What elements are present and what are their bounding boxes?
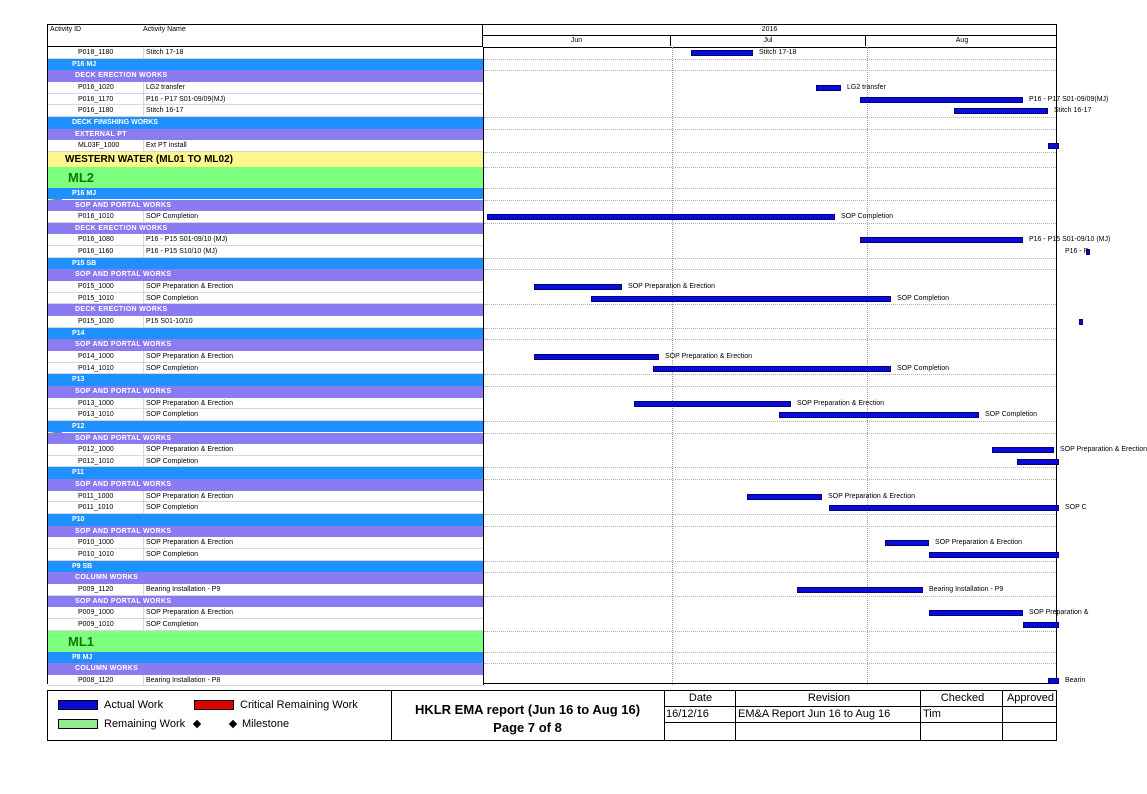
wbs-band-row[interactable] (48, 421, 483, 433)
activity-row[interactable] (48, 456, 483, 468)
gantt-bar[interactable] (885, 540, 929, 546)
gantt-bar[interactable] (829, 505, 1059, 511)
activity-name: SOP Preparation & Erection (143, 607, 233, 618)
activity-row[interactable] (48, 211, 483, 223)
activity-row[interactable] (48, 398, 483, 410)
wbs-band-row[interactable] (48, 152, 483, 167)
wbs-label: P15 SB (72, 259, 97, 267)
activity-name: SOP Completion (143, 549, 198, 560)
activity-id: P010_1010 (78, 551, 114, 558)
wbs-band-row[interactable] (48, 596, 483, 608)
wbs-gridline (484, 152, 1056, 153)
revision-table (664, 691, 1056, 740)
wbs-band-row[interactable] (48, 258, 483, 270)
wbs-label: P11 (72, 469, 85, 477)
activity-row[interactable] (48, 234, 483, 246)
wbs-band-row[interactable] (48, 223, 483, 235)
wbs-label: SOP AND PORTAL WORKS (75, 271, 172, 279)
gantt-bar[interactable] (1017, 459, 1059, 465)
activity-name: SOP Completion (143, 409, 198, 420)
wbs-gridline (484, 304, 1056, 305)
activity-id: P015_1000 (78, 283, 114, 291)
gantt-frame (47, 24, 1147, 684)
activity-id: P015_1010 (78, 294, 114, 302)
gantt-bar[interactable] (1048, 678, 1059, 684)
wbs-label: DECK ERECTION WORKS (75, 224, 168, 232)
activity-id: P011_1000 (78, 492, 114, 500)
wbs-gridline (484, 467, 1056, 468)
milestone-icon (229, 720, 237, 728)
activity-name: SOP Preparation & Erection (143, 398, 233, 409)
wbs-gridline (484, 188, 1056, 189)
wbs-band-row[interactable] (48, 514, 483, 526)
activity-id: P016_1170 (78, 95, 114, 103)
gantt-bar[interactable] (929, 552, 1059, 558)
activity-name: P16 - P17 S01-09/09(MJ) (143, 94, 225, 105)
activity-id: P016_1180 (78, 107, 114, 115)
wbs-label: DECK FINISHING WORKS (72, 118, 158, 126)
activity-row[interactable] (48, 281, 483, 293)
gantt-bar[interactable] (954, 108, 1048, 114)
wbs-gridline (484, 526, 1056, 527)
wbs-label: SOP AND PORTAL WORKS (75, 341, 172, 349)
gantt-bar-label: Stitch 16-17 (1054, 107, 1092, 115)
wbs-band-row[interactable] (48, 479, 483, 491)
activity-id: P011_1010 (78, 504, 114, 512)
activity-name: Stitch 16-17 (143, 105, 183, 116)
activity-id: P016_1010 (78, 213, 114, 221)
wbs-gridline (484, 269, 1056, 270)
activity-row[interactable] (48, 351, 483, 363)
wbs-label: EXTERNAL PT (75, 130, 127, 138)
gantt-bar[interactable] (1023, 622, 1059, 628)
wbs-band-row[interactable] (48, 467, 483, 479)
wbs-gridline (484, 663, 1056, 664)
activity-row[interactable] (48, 619, 483, 631)
activity-name: SOP Preparation & Erection (143, 281, 233, 292)
activity-name: SOP Preparation & Erection (143, 491, 233, 502)
wbs-band-row[interactable] (48, 117, 483, 129)
activity-row[interactable] (48, 140, 483, 152)
legend-critical (194, 699, 358, 711)
activity-row[interactable] (48, 82, 483, 94)
gantt-bar[interactable] (1079, 319, 1083, 325)
wbs-gridline (484, 514, 1056, 515)
activity-name: Ext PT install (143, 140, 187, 151)
gantt-bar-label: P16 - P15 S01-09/10 (MJ) (1029, 236, 1111, 244)
td-approved (1003, 707, 1056, 723)
td-empty-3 (921, 723, 1003, 740)
activity-name: SOP Completion (143, 293, 198, 304)
wbs-band-row[interactable] (48, 663, 483, 675)
wbs-gridline (484, 200, 1056, 201)
gantt-bar-label: SOP Preparation & Erection (1060, 446, 1147, 454)
activity-row[interactable] (48, 316, 483, 328)
wbs-band-row[interactable] (48, 70, 483, 82)
wbs-label: SOP AND PORTAL WORKS (75, 434, 172, 442)
activity-name: Bearing Installation - P8 (143, 675, 220, 686)
wbs-gridline (484, 328, 1056, 329)
wbs-band-row[interactable] (48, 328, 483, 340)
activity-row[interactable] (48, 246, 483, 258)
wbs-gridline (484, 421, 1056, 422)
footer (47, 690, 1057, 741)
gantt-bar[interactable] (534, 354, 659, 360)
wbs-label: P9 SB (72, 562, 93, 570)
wbs-band-row[interactable] (48, 652, 483, 664)
gantt-bar-label: SOP Preparation & Erection (935, 539, 1023, 547)
gantt-bar-label: SOP Completion (985, 411, 1038, 419)
wbs-label: SOP AND PORTAL WORKS (75, 527, 172, 535)
activity-name: SOP Completion (143, 619, 198, 630)
wbs-band-row[interactable] (48, 561, 483, 573)
wbs-label: P10 (72, 516, 85, 524)
gantt-bar[interactable] (634, 401, 791, 407)
wbs-gridline (484, 631, 1056, 632)
th-date: Date (664, 691, 736, 707)
wbs-label: SOP AND PORTAL WORKS (75, 597, 172, 605)
gantt-bar-label: SOP Preparation & Erection (828, 492, 916, 500)
wbs-label: P16 MJ (72, 60, 97, 68)
activity-name: SOP Preparation & Erection (143, 537, 233, 548)
wbs-label: P8 MJ (72, 653, 93, 661)
wbs-gridline (484, 117, 1056, 118)
activity-id: P010_1000 (78, 539, 114, 547)
activity-row[interactable] (48, 94, 483, 106)
wbs-label: SOP AND PORTAL WORKS (75, 481, 172, 489)
gantt-bar-label: LG2 transfer (847, 83, 886, 91)
wbs-label: WESTERN WATER (ML01 TO ML02) (65, 153, 233, 165)
legend-actual-label: Actual Work (104, 699, 164, 711)
td-revision: EM&A Report Jun 16 to Aug 16 (736, 707, 921, 723)
activity-row[interactable] (48, 607, 483, 619)
activity-row[interactable] (48, 491, 483, 503)
wbs-gridline (484, 652, 1056, 653)
wbs-band-row[interactable] (48, 188, 483, 200)
activity-id: P018_1180 (78, 49, 114, 56)
activity-row[interactable] (48, 293, 483, 305)
gantt-bar[interactable] (591, 296, 891, 302)
wbs-band-row[interactable] (48, 129, 483, 141)
activity-id: P016_1080 (78, 236, 114, 244)
gantt-bar[interactable] (1048, 143, 1059, 149)
wbs-label: P14 (72, 329, 85, 337)
gantt-bar-label: SOP Completion (897, 294, 950, 302)
gantt-bar-label: SOP Preparation & Erection (797, 399, 885, 407)
gantt-bar-label: SOP C (1065, 504, 1087, 512)
activity-name: SOP Completion (143, 502, 198, 513)
wbs-band-row[interactable] (48, 59, 483, 71)
gantt-bar[interactable] (653, 366, 891, 372)
wbs-band-row[interactable] (48, 572, 483, 584)
gantt-bar-label: SOP Completion (897, 364, 950, 372)
activity-id: P009_1120 (78, 585, 114, 593)
wbs-gridline (484, 433, 1056, 434)
activity-name: SOP Completion (143, 363, 198, 374)
activity-row[interactable] (48, 584, 483, 596)
legend-remaining (58, 718, 200, 730)
gantt-bar[interactable] (691, 50, 753, 56)
legend (48, 691, 392, 740)
wbs-band-row[interactable] (48, 526, 483, 538)
month-aug: Aug (955, 37, 969, 44)
wbs-gridline (484, 572, 1056, 573)
activity-id: P009_1010 (78, 620, 114, 628)
gantt-bar-label: P16 - P (1065, 248, 1089, 256)
wbs-band-row[interactable] (48, 433, 483, 445)
gantt-bar[interactable] (860, 237, 1023, 243)
activity-name: P15 S01-10/10 (143, 316, 193, 327)
activity-row[interactable] (48, 549, 483, 561)
wbs-gridline (484, 479, 1056, 480)
gantt-bar-label: SOP Preparation & (1029, 609, 1089, 617)
legend-milestone (230, 718, 289, 730)
gantt-bar[interactable] (816, 85, 841, 91)
wbs-gridline (484, 59, 1056, 60)
activity-row[interactable] (48, 502, 483, 514)
td-empty-4 (1003, 723, 1056, 740)
remaining-swatch (58, 719, 98, 729)
col-activity-id[interactable]: Activity ID (50, 26, 82, 33)
wbs-gridline (484, 223, 1056, 224)
table-header (48, 25, 483, 47)
td-empty-1 (664, 723, 736, 740)
col-activity-name[interactable]: Activity Name (143, 26, 186, 33)
activity-row[interactable] (48, 675, 483, 687)
legend-milestone-label: Milestone (242, 718, 290, 730)
report-title: HKLR EMA report (Jun 16 to Aug 16) (414, 702, 641, 717)
wbs-label: DECK ERECTION WORKS (75, 72, 168, 80)
activity-name: SOP Completion (143, 456, 198, 467)
wbs-gridline (484, 70, 1056, 71)
wbs-label: SOP AND PORTAL WORKS (75, 201, 172, 209)
activity-id: P012_1010 (78, 457, 114, 465)
wbs-band-row[interactable] (48, 167, 483, 188)
gantt-bar-label: SOP Preparation & Erection (628, 283, 716, 291)
activity-id: P014_1010 (78, 364, 114, 372)
wbs-band-row[interactable] (48, 269, 483, 281)
activity-name: SOP Completion (143, 211, 198, 222)
td-empty-2 (736, 723, 921, 740)
wbs-band-row[interactable] (48, 304, 483, 316)
wbs-gridline (484, 258, 1056, 259)
gantt-bar-label: Bearin (1065, 676, 1086, 684)
activity-id: P009_1000 (78, 609, 114, 617)
gantt-bar-label: Stitch 17-18 (759, 49, 797, 56)
activity-name: Stitch 17-18 (143, 47, 183, 58)
legend-remaining-label: Remaining Work (104, 718, 186, 730)
activity-name: Bearing Installation - P9 (143, 584, 220, 595)
td-date: 16/12/16 (664, 707, 736, 723)
wbs-label: COLUMN WORKS (75, 665, 139, 673)
month-jul: Jul (671, 36, 866, 46)
activity-name: P16 - P15 S01-09/10 (MJ) (143, 234, 227, 245)
wbs-band-row[interactable] (48, 386, 483, 398)
wbs-label: P13 (72, 376, 85, 384)
gantt-bar-label: Bearing Installation - P9 (929, 585, 1004, 593)
wbs-gridline (484, 386, 1056, 387)
activity-row[interactable] (48, 105, 483, 117)
wbs-label: ML1 (68, 633, 94, 649)
activity-id: P016_1160 (78, 248, 114, 256)
wbs-label: P12 (72, 422, 85, 430)
gantt-bar-label: P16 - P17 S01-09/09(MJ) (1029, 95, 1109, 103)
legend-critical-label: Critical Remaining Work (240, 699, 358, 711)
activity-row[interactable] (48, 537, 483, 549)
activity-row[interactable] (48, 444, 483, 456)
wbs-gridline (484, 561, 1056, 562)
th-checked: Checked (921, 691, 1003, 707)
wbs-label: ML2 (68, 169, 94, 185)
activity-id: P015_1020 (78, 318, 114, 325)
activity-row[interactable] (48, 363, 483, 375)
year-label: 2016 (483, 25, 1056, 36)
milestone-diamond-icon (193, 720, 201, 728)
activity-id: P014_1000 (78, 352, 114, 360)
page-number: Page 7 of 8 (493, 720, 562, 735)
wbs-band-row[interactable] (48, 339, 483, 351)
wbs-gridline (484, 374, 1056, 375)
gantt-bar-label: SOP Completion (841, 213, 894, 221)
activity-name: P16 - P15 S10/10 (MJ) (143, 246, 217, 257)
gantt-bar[interactable] (797, 587, 923, 593)
activity-id: P012_1000 (78, 446, 114, 454)
gantt-chart (483, 47, 1147, 685)
gantt-bar[interactable] (534, 284, 622, 290)
activity-row[interactable] (48, 409, 483, 421)
actual-swatch (58, 700, 98, 710)
activity-id: P013_1000 (78, 399, 114, 407)
gantt-bar[interactable] (487, 214, 835, 220)
title-block (391, 691, 665, 740)
activity-name: SOP Preparation & Erection (143, 444, 233, 455)
wbs-band-row[interactable] (48, 374, 483, 386)
th-revision: Revision (736, 691, 921, 707)
activity-name: LG2 transfer (143, 82, 185, 93)
wbs-label: P16 MJ (72, 189, 97, 197)
wbs-label: DECK ERECTION WORKS (75, 306, 168, 314)
wbs-label: SOP AND PORTAL WORKS (75, 387, 172, 395)
wbs-band-row[interactable] (48, 200, 483, 212)
legend-actual (58, 699, 163, 711)
td-checked: Tim (921, 707, 1003, 723)
month-jun: Jun (483, 36, 671, 46)
critical-swatch (194, 700, 234, 710)
wbs-label: COLUMN WORKS (75, 574, 139, 582)
gantt-bar-label: SOP Preparation & Erection (665, 352, 753, 360)
gantt-bar[interactable] (860, 97, 1023, 103)
activity-id: P013_1010 (78, 411, 114, 419)
wbs-gridline (484, 167, 1056, 168)
gantt-bar[interactable] (992, 447, 1054, 453)
wbs-band-row[interactable] (48, 631, 483, 652)
activity-name: SOP Preparation & Erection (143, 351, 233, 362)
wbs-gridline (484, 129, 1056, 130)
activity-id: ML03F_1000 (78, 142, 120, 150)
th-approved: Approved (1003, 691, 1056, 707)
gantt-bar[interactable] (779, 412, 979, 418)
activity-id: P016_1020 (78, 83, 114, 91)
gantt-bar[interactable] (929, 610, 1023, 616)
timescale-header (483, 25, 1056, 48)
activity-id: P008_1120 (78, 676, 114, 684)
wbs-gridline (484, 339, 1056, 340)
wbs-gridline (484, 596, 1056, 597)
activity-row[interactable] (48, 47, 483, 59)
gantt-bar[interactable] (747, 494, 822, 500)
